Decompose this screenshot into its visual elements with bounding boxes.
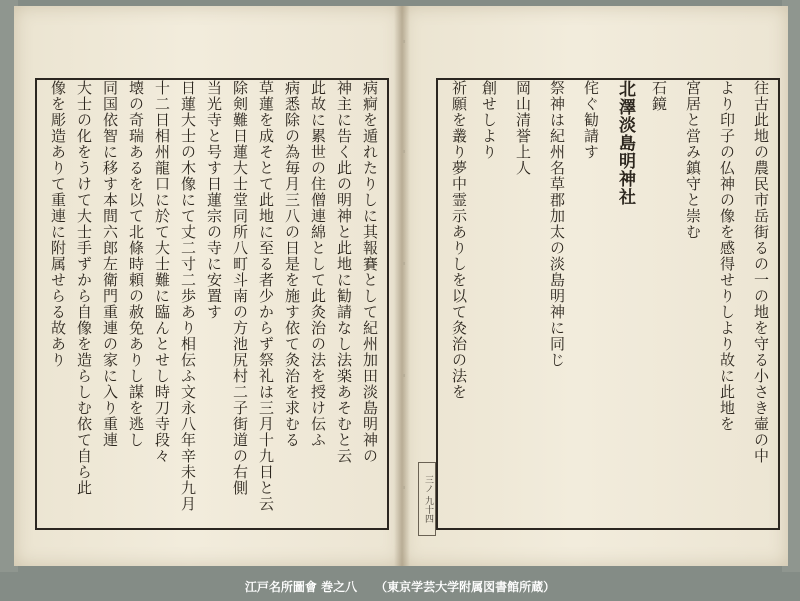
- book-gutter: [394, 6, 410, 566]
- text-column: 祈願を叢り夢中霊示ありしを以て灸治の法を: [450, 80, 468, 400]
- right-page-text-frame: [436, 78, 780, 530]
- text-column: 除剣難日蓮大士堂同所八町斗南の方池尻村二子街道の右側: [231, 80, 249, 496]
- text-column: 創せしより: [480, 80, 498, 160]
- text-column: 当光寺と号す日蓮宗の寺に安置す: [205, 80, 223, 320]
- text-column: 侘ぐ勧請す: [582, 80, 600, 160]
- text-column: 病痾を遁れたりしに其報賽として紀州加田淡島明神の: [361, 80, 379, 464]
- text-column: 草蓮を成そとて此地に至る者少からず祭礼は三月十九日と云: [257, 80, 275, 512]
- text-column: 像を彫造ありて重連に附属せらる故あり: [49, 80, 67, 368]
- caption-title: 江戸名所圖會 巻之八: [244, 580, 358, 594]
- text-column: 此故に累世の住僧連綿として此灸治の法を授け伝ふ: [309, 80, 327, 448]
- text-column: 日蓮大士の木像にて丈二寸二歩あり相伝ふ文永八年辛未九月: [179, 80, 197, 512]
- section-heading: 北澤淡島明神社: [615, 80, 635, 206]
- text-column: 大士の化をうけて大士手ずから自像を造らしむ依て自ら此: [75, 80, 93, 496]
- text-column: 宮居と営み鎮守と崇む: [684, 80, 702, 240]
- stitch-mark: [403, 40, 405, 43]
- text-column: 石鏡: [650, 80, 668, 112]
- stitch-mark: [403, 262, 405, 265]
- caption-bar: [0, 572, 800, 601]
- text-column: 往古此地の農民市岳街るの一の地を守る小さき壷の中: [752, 80, 770, 464]
- page-folio: 三ノ 九十四: [418, 462, 436, 536]
- text-column: 同国依智に移す本間六郎左衛門重連の家に入り重連: [101, 80, 119, 448]
- caption-credit: （東京学芸大学附属図書館所蔵）: [375, 580, 556, 594]
- stitch-mark: [403, 374, 405, 377]
- stitch-mark: [403, 486, 405, 489]
- text-column: 病悉除の為毎月三八の日是を施す依て灸治を求むる: [283, 80, 301, 448]
- stitch-mark: [403, 150, 405, 153]
- text-column: 壊の奇瑞あるを以て北條時頼の赦免ありし謀を逃し: [127, 80, 145, 448]
- left-page-text-frame: [35, 78, 389, 530]
- text-column: より印子の仏神の像を感得せりしより故に此地を: [718, 80, 736, 432]
- text-column: 祭神は紀州名草郡加太の淡島明神に同じ: [548, 80, 566, 368]
- text-column: 神主に告く此の明神と此地に勧請なし法楽あそむと云: [335, 80, 353, 464]
- text-column: 十二日相州龍口に於て大士難に臨んとせし時刀寺段々: [153, 80, 171, 464]
- text-column: 岡山清誉上人: [514, 80, 532, 176]
